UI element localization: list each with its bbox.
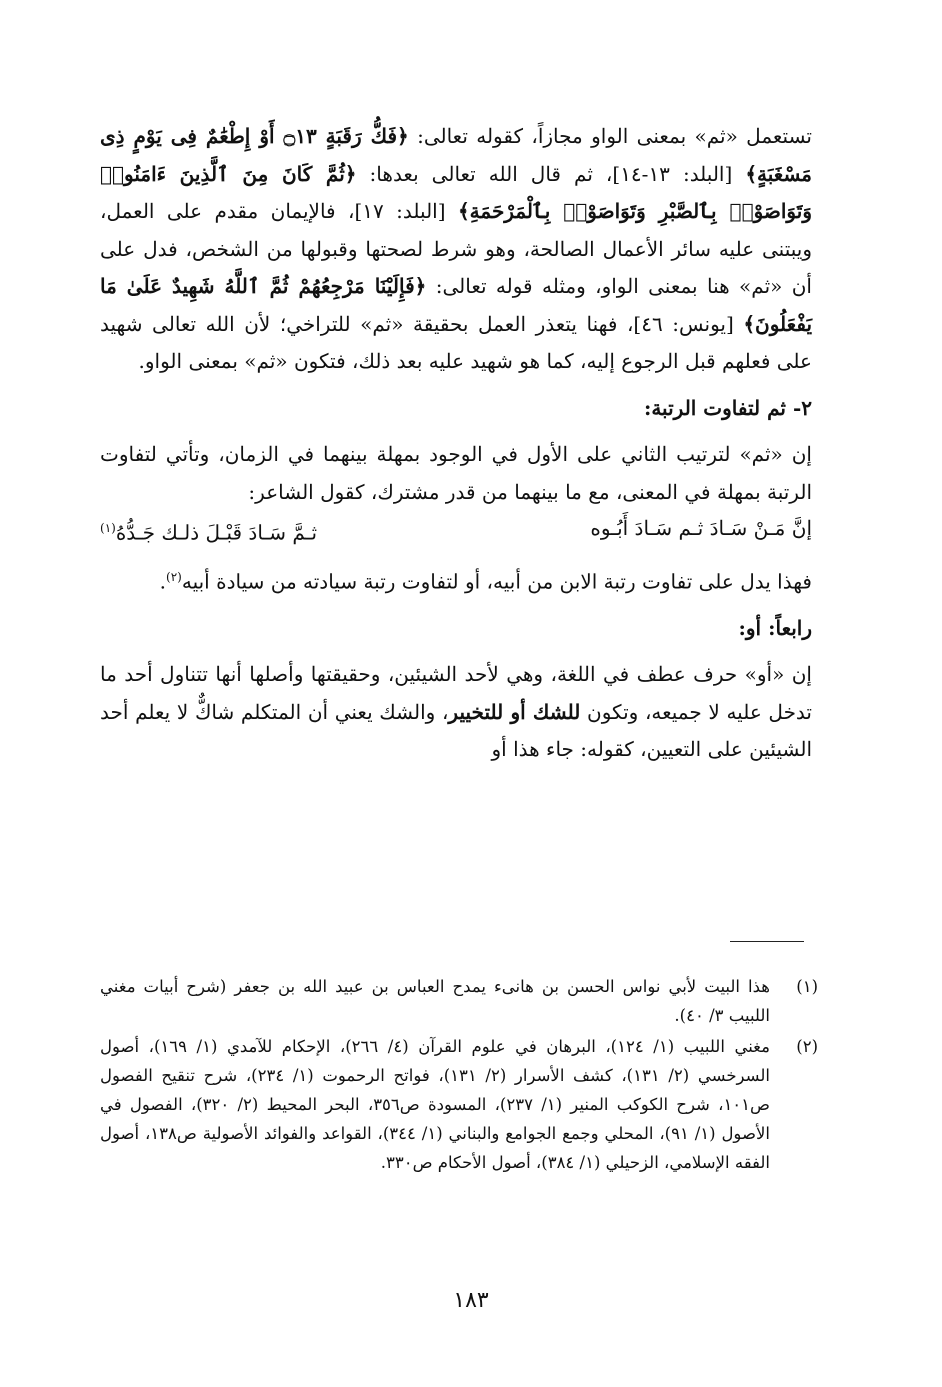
- section-heading: [100, 610, 812, 648]
- footnote-number: (١): [796, 977, 818, 996]
- text-segment: .: [159, 569, 167, 594]
- verse-first-half: إنَّ مَـنْ سَـادَ ثـم سَـادَ أَبُـوه: [590, 516, 812, 540]
- quran-verse: ﴿فَإِلَيْنَا مَرْجِعُهُمْ ثُمَّ ٱللَّهُ شَهِيدٌ عَلَىٰ مَا يَفْعَلُونَ﴾: [100, 274, 813, 336]
- text-segment: إن «أو» حرف عطف في اللغة، وهي لأحد الشيئين، وحقيقتها وأصلها أنها تتناول أحد ما تدخل عليه لا جميعه، وتكون: [100, 662, 812, 724]
- quran-verse: ﴿فَكُّ رَقَبَةٍ ۝١٣ أَوْ إِطْعَٰمٌ فِى يَوْمٍ ذِى مَسْغَبَةٍ﴾: [100, 124, 813, 186]
- footnote-item: [100, 972, 818, 1030]
- paragraph-4: [100, 656, 812, 769]
- verse-second-half-text: ثـمَّ سَـادَ قَبْـلَ ذلـك جَـدُّهُ: [115, 520, 318, 545]
- heading-label: رابعاً:: [768, 615, 812, 640]
- text-segment: [يونس: ٤٦]، فهنا يتعذر العمل بحقيقة «ثم» للتراخي؛ لأن الله تعالى شهيد على فعلهم قبل الرجوع إليه، كما هو شهيد عليه بعد ذلك، فتكون «ثم» بمعنى الواو.: [100, 311, 812, 373]
- text-segment: [البلد: ١٣-١٤]، ثم قال الله تعالى بعدها:: [356, 161, 746, 186]
- paragraph-3: [100, 559, 812, 601]
- heading-word: أو:: [738, 615, 762, 640]
- footnote-marker: (٢): [166, 569, 182, 584]
- page-number: ١٨٣: [453, 1288, 489, 1313]
- footnote-text: هذا البيت لأبي نواس الحسن بن هانىء يمدح العباس بن عبيد الله بن جعفر (شرح أبيات مغني اللبيب ٣/ ٤٠).: [100, 977, 770, 1025]
- text-segment: ، والشك يعني أن المتكلم شاكٌّ لا يعلم أحد الشيئين على التعيين، كقوله: جاء هذا أو: [100, 699, 812, 762]
- footnote-marker: (١): [100, 521, 116, 535]
- footnote-number: (٢): [796, 1037, 818, 1056]
- footnote-text: مغني اللبيب (١/ ١٢٤)، البرهان في علوم القرآن (٤/ ٢٦٦)، الإحكام للآمدي (١/ ١٦٩)، أصول السرخسي (٢/ ١٣١)، كشف الأسرار (٢/ ١٣١)، فواتح الرحموت (١/ ٢٣٤)، شرح تنقيح الفصول ص١٠١، شرح الكوكب المنير (١/ ٢٣٧)، المسودة ص٣٥٦، البحر المحيط (٢/ ٣٢٠)، الفصول في الأصول (١/ ٩١)، المحلي وجمع الجوامع والبناني (١/ ٣٤٤)، القواعد والفوائد الأصولية ص١٣٨، أصول الفقه الإسلامي، الزحيلي (١/ ٣٨٤)، أصول الأحكام ص٣٣٠.: [100, 1037, 770, 1172]
- text-segment: فهذا يدل على تفاوت رتبة الابن من أبيه، أو لتفاوت رتبة سيادته من سيادة أبيه: [181, 569, 812, 594]
- verse-second-half: [100, 511, 317, 550]
- paragraph-2: إن «ثم» لترتيب الثاني على الأول في الوجود بمهلة بينهما في الزمان، وتأتي لتفاوت الرتبة بمهلة في المعنى، مع ما بينهما من قدر مشترك، كقول الشاعر:: [100, 442, 812, 504]
- section-heading: ٢- ثم لتفاوت الرتبة:: [643, 395, 812, 420]
- poetry-verse: [100, 511, 812, 550]
- text-segment: [البلد: ١٧]، فالإيمان مقدم على العمل، ويبتنى عليه سائر الأعمال الصالحة، وهو شرط لصحتها وقبولها من الشخص، فدل على أن «ثم» هنا بمعنى الواو، ومثله قوله تعالى:: [100, 199, 812, 298]
- footnote-item: [100, 1032, 818, 1177]
- quran-verse: ﴿ثُمَّ كَانَ مِنَ ٱلَّذِينَ ءَامَنُوا۟ وَتَوَاصَوْا۟ بِٱلصَّبْرِ وَتَوَاصَوْا۟ بِٱلْمَرْحَمَةِ﴾: [100, 161, 812, 223]
- text-segment: تستعمل «ثم» بمعنى الواو مجازاً، كقوله تعالى:: [408, 124, 812, 148]
- footnote-separator: [730, 941, 804, 942]
- footnotes: [100, 972, 818, 1179]
- paragraph-1: [100, 118, 812, 381]
- main-text: [100, 118, 812, 769]
- bold-phrase: للشك أو للتخيير: [448, 699, 581, 724]
